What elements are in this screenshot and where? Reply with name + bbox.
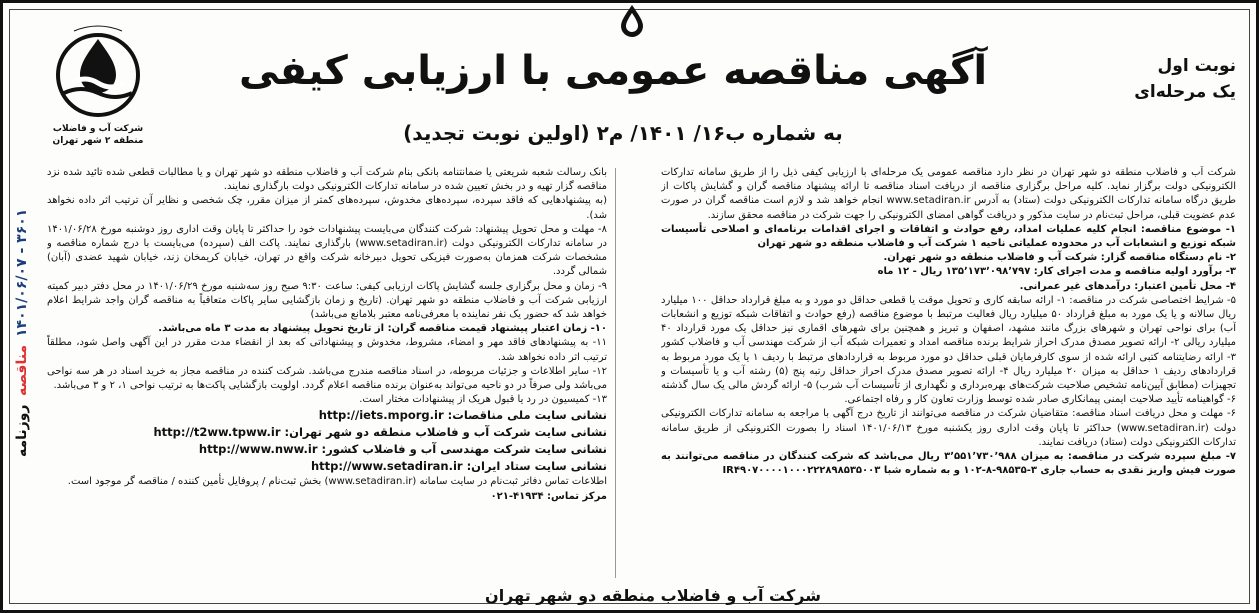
clause-13: ۱۳- کمیسیون در رد یا قبول هریک از پیشنهادات مختار است. [359,394,607,406]
side-caption [7,63,37,603]
deposit-note: (به پیشنهادهایی که فاقد سپرده، سپرده‌های مخدوش، سپرده‌های کمتر از میزان مقرر، چک شخصی و نظایر آن ترتیب اثر داده نخواهد شد). [47,195,607,221]
badge-line-2: یک مرحله‌ای [1134,82,1236,102]
contact-info: اطلاعات تماس دفاتر ثبت‌نام در سایت سامانه (www.setadiran.ir) بخش ثبت‌نام / پروفایل تأمین کننده / مناقصه گر موجود است. [67,476,607,488]
clause-5: ۵- شرایط اختصاصی شرکت در مناقصه: ۱- ارائه سابقه کاری و تحویل موقت یا قطعی حداقل دو مورد و به مبلغ قرارداد حداقل ۱۰۰ میلیارد ریال سالانه و یا یک مورد به مبلغ قرارداد ۵۰ میلیارد ریال فعالیت مرتبط با موضوع مناقصه (رفع حوادث و اتفاقات شبکه توزیع و انشعابات آب) برای نواحی تهران و شهرهای بزرگ مانند مشهد، اصفهان و تبریز و همچنین برای شهرهای اقماری نیز حداقل یک مورد قرارداد ۴۰ میلیارد ریالی ۲- ارائه تصویر مصدق مدرک احراز شرایط برنده مناقصه امداد و تعمیرات شبکه آب از شرکت مهندسی آب و فاضلاب کشور ۳- ارائه رضایتنامه کتبی ارائه شده از سوی کارفرمایان قبلی حداقل دو مورد مربوط به قراردادهای مرتبط با ردیف ۱ یا یک مورد مربوط به قراردادهای ردیف ۱ حداقل به میزان ۲۰ میلیارد ریال ۴- ارائه تصویر مصدق مدرک احراز حداقل رتبه پنج (۵) رشته آب و یا تأسیسات و تجهیزات (مطابق آیین‌نامه تشخیص صلاحیت شرکت‌های بهره‌برداری و نگهداری از تأسیسات آب شرب) ۵- ارائه گردش مالی یک سال گذشته ۶- گواهینامه تأیید صلاحیت ایمنی پیمانکاری صادر شده توسط وزارت تعاون کار و رفاه اجتماعی. [661,294,1236,406]
site-national-tenders[interactable]: نشانی سایت ملی مناقصات: http://iets.mporg.ir [318,408,607,423]
call-center: مرکز تماس: ۴۱۹۳۴-۰۲۱ [490,490,607,502]
logo-line-1: شرکت آب و فاضلاب [52,124,144,134]
clause-1: ۱- موضوع مناقصه: انجام کلیه عملیات امداد، رفع حوادث و اتفاقات و اجرای اقدامات برنامه‌ای و اصلاحی تأسیسات شبکه توزیع و انشعابات آب در محدوده عملیاتی ناحیه ۱ شرکت آب و فاضلاب منطقه دو شهر تهران [661,223,1236,250]
badge-line-1: نوبت اول [1157,56,1236,76]
left-column [47,166,607,576]
notice-title: آگهی مناقصه عمومی با ارزیابی کیفی [238,48,988,94]
clause-4: ۴- محل تأمین اعتبار: درآمدهای غیر عمرانی. [1019,280,1236,292]
newspaper-label: روزنامه [14,404,30,457]
clause-11: ۱۱- به پیشنهادهای فاقد مهر و امضاء، مشروط، مخدوش و پیشنهاداتی که بعد از انقضاء مدت مقرر در این آگهی واصل شود، مطلقاً ترتیب اثر داده نخواهد شد. [47,337,607,363]
site-setad[interactable]: نشانی سایت ستاد ایران: http://www.setadiran.ir [310,459,607,474]
clause-8: ۸- مهلت و محل تحویل پیشنهاد: شرکت کنندگان می‌بایست پیشنهادات خود را حداکثر تا پایان وقت اداری روز دوشنبه مورخ ۱۴۰۱/۰۶/۲۸ در سامانه تدارکات الکترونیکی دولت (www.setadiran.ir) بارگذاری نمایند. پاکت الف (سپرده) می‌بایست با درج شماره مناقصه و مشخصات شرکت همزمان به‌صورت فیزیکی تحویل دبیرخانه شرکت واقع در تهران، خیابان کریمخان زند، خیابان شهید عضدی (آبان) شمالی گردد. [47,223,607,278]
site-company[interactable]: نشانی سایت شرکت آب و فاضلاب منطقه دو شهر تهران: http://t2ww.tpww.ir [153,425,607,440]
right-column [661,166,1236,586]
clause-2: ۲- نام دستگاه مناقصه گزار: شرکت آب و فاضلاب منطقه دو شهر تهران. [883,252,1236,264]
intro-paragraph: شرکت آب و فاضلاب منطقه دو شهر تهران در نظر دارد مناقصه عمومی یک مرحله‌ای با ارزیابی کیفی ذیل را از طریق سامانه تدارکات الکترونیکی دولت برگزار نماید. کلیه مراحل برگزاری مناقصه از دریافت اسناد مناقصه تا ارائه پیشنهاد مناقصه گران و گشایش پاکات از طریق درگاه سامانه تدارکات الکترونیکی دولت (ستاد) به آدرس www.setadiran.ir انجام خواهد شد و لازم است مناقصه گران در صورت عدم عضویت قبلی، مراحل ثبت‌نام در سایت مذکور و دریافت گواهی امضای الکترونیکی را جهت شرکت در مناقصه محقق سازند. [661,167,1236,221]
side-strip [7,63,37,603]
water-drop-icon [607,3,657,37]
footer-company-name: شرکت آب و فاضلاب منطقه دو شهر تهران [485,586,821,605]
clause-7: ۷- مبلغ سپرده شرکت در مناقصه: به میزان ۳٬۵۵۱٬۷۳۰٬۹۸۸ ریال می‌باشد که شرکت کنندگان در مناقصه می‌توانند به صورت فیش واریز نقدی به حساب جاری ۳-۹۸۵۳۵-۸-۱۰۲ و به شماره شبا IR۴۹۰۷۰۰۰۰۱۰۰۰۲۲۲۸۹۸۵۳۵۰۰۳ [661,451,1236,477]
issue-date: ۱۴۰۱/۰۶/۰۷ - ۳۶۰۱ [14,209,30,338]
deposit-continuation: بانک رسالت شعبه شریعتی یا ضمانتنامه بانکی بنام شرکت آب و فاضلاب منطقه دو شهر تهران و یا مطالبات قطعی شده تائید شده نزد مناقصه گزار تهیه و در بخش تعیین شده در سامانه تدارکات الکترونیکی دولت بارگذاری نمایند. [47,167,607,193]
site-nww[interactable]: نشانی سایت شرکت مهندسی آب و فاضلاب کشور: http://www.nww.ir [198,442,607,457]
newspaper-name: مناقصه [14,345,30,397]
logo-line-2: منطقه ۲ شهر تهران [52,136,144,146]
clause-12: ۱۲- سایر اطلاعات و جزئیات مربوطه، در اسناد مناقصه مندرج می‌باشد. شرکت کننده در مناقصه مجاز به خرید اسناد در هر سه نواحی می‌باشد ولی صرفاً در دو ناحیه می‌تواند به‌عنوان برنده مناقصه اعلام گردد. اولویت بازگشایی پاکت‌ها به ترتیب نواحی ۱، ۲ و ۳ می‌باشد. [47,365,607,392]
column-divider [615,168,616,578]
notice-subtitle: به شماره ب۱۶/ ۱۴۰۱/ م۲ (اولین نوبت تجدید) [403,121,843,145]
clause-6: ۶- مهلت و محل دریافت اسناد مناقصه: متقاضیان شرکت در مناقصه می‌توانند از تاریخ درج آگهی با مراجعه به سامانه تدارکات الکترونیکی دولت (www.setadiran.ir) حداکثر تا پایان وقت اداری روز یکشنبه مورخ ۱۴۰۱/۰۶/۱۳ اسناد را بصورت الکترونیکی از طریق سامانه تدارکات الکترونیکی دولت (ستاد) دریافت نمایند. [661,408,1236,448]
company-logo [43,23,153,173]
clause-9: ۹- زمان و محل برگزاری جلسه گشایش پاکات ارزیابی کیفی: ساعت ۹:۳۰ صبح روز سه‌شنبه مورخ ۱۴۰۱/۰۶/۲۹ در محل دفتر دبیر کمیته ارزیابی شرکت آب و فاضلاب منطقه دو شهر تهران. (تاریخ و زمان بازگشایی سایر پاکات متعاقباً به مناقصه گران واجد شرایط اعلام خواهد شد که حضور یک نفر نماینده با معرفی‌نامه معتبر بلامانع می‌باشد) [47,280,607,321]
round-badge [1096,53,1236,105]
clause-3: ۳- برآورد اولیه مناقصه و مدت اجرای کار: ۱۳۵٬۱۷۳٬۰۹۸٬۷۹۷ ریال - ۱۲ ماه [877,266,1236,278]
clause-10: ۱۰- زمان اعتبار پیشنهاد قیمت مناقصه گران: از تاریخ تحویل پیشنهاد به مدت ۳ ماه می‌باشد. [158,323,607,335]
